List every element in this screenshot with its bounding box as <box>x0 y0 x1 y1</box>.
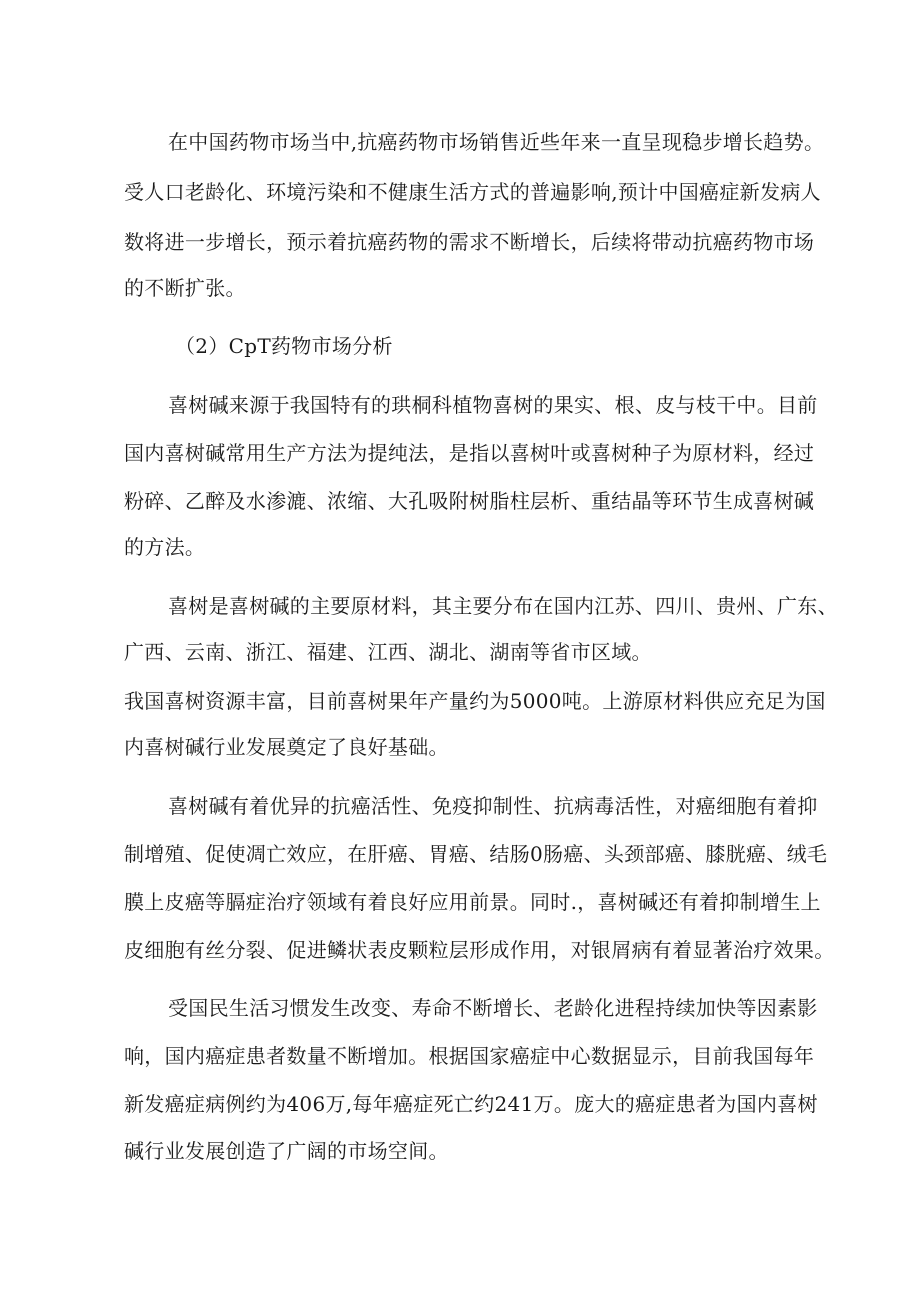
p2-line-2: 国内喜树碱常用生产方法为提纯法，是指以喜树叶或喜树种子为原材料，经过 <box>124 441 815 465</box>
p4-line-2: 制增殖、促使凋亡效应，在肝癌、胃癌、结肠0肠癌、头颈部癌、膝胱癌、绒毛 <box>124 842 828 866</box>
p5-line-3: 新发癌症病例约为406万,每年癌症死亡约241万。庞大的癌症患者为国内喜树 <box>124 1092 818 1116</box>
p2-line-3: 粉碎、乙醉及水渗漉、浓缩、大孔吸附树脂柱层析、重结晶等环节生成喜树碱 <box>124 489 815 513</box>
p4-line-4: 皮细胞有丝分裂、促进鳞状表皮颗粒层形成作用，对银屑病有着显著治疗效果。 <box>124 938 835 962</box>
p4-line-1: 喜树碱有着优异的抗癌活性、免疫抑制性、抗病毒活性，对癌细胞有着抑 <box>168 794 818 818</box>
p4-line-3: 膜上皮癌等膈症治疗领域有着良好应用前景。同时.，喜树碱还有着抑制增生上 <box>124 890 821 914</box>
section-heading: （2）CpT药物市场分析 <box>175 334 393 358</box>
p5-line-2: 响，国内癌症患者数量不断增加。根据国家癌症中心数据显示，目前我国每年 <box>124 1044 815 1068</box>
p5-line-1: 受国民生活习惯发生改变、寿命不断增长、老龄化进程持续加快等因素影 <box>168 996 818 1020</box>
p5-line-4: 碱行业发展创造了广阔的市场空间。 <box>124 1139 449 1163</box>
p1-line-1: 在中国药物市场当中,抗癌药物市场销售近些年来一直呈现稳步增长趋势。 <box>168 130 825 154</box>
p2-line-4: 的方法。 <box>124 535 206 559</box>
p1-line-3: 数将进一步增长，预示着抗癌药物的需求不断增长，后续将带动抗癌药物市场 <box>124 230 815 254</box>
p1-line-4: 的不断扩张。 <box>124 276 246 300</box>
p3-line-3: 我国喜树资源丰富，目前喜树果年产量约为5000吨。上游原材料供应充足为国 <box>124 689 826 713</box>
p3-line-2: 广西、云南、浙江、福建、江西、湖北、湖南等省市区域。 <box>124 640 652 664</box>
p3-line-1: 喜树是喜树碱的主要原材料，其主要分布在国内江苏、四川、贵州、广东、 <box>168 594 838 618</box>
p1-line-2: 受人口老龄化、环境污染和不健康生活方式的普遍影响,预计中国癌症新发病人 <box>124 180 821 204</box>
p2-line-1: 喜树碱来源于我国特有的珙桐科植物喜树的果实、根、皮与枝干中。目前 <box>168 393 818 417</box>
p3-line-4: 内喜树碱行业发展奠定了良好基础。 <box>124 735 449 759</box>
